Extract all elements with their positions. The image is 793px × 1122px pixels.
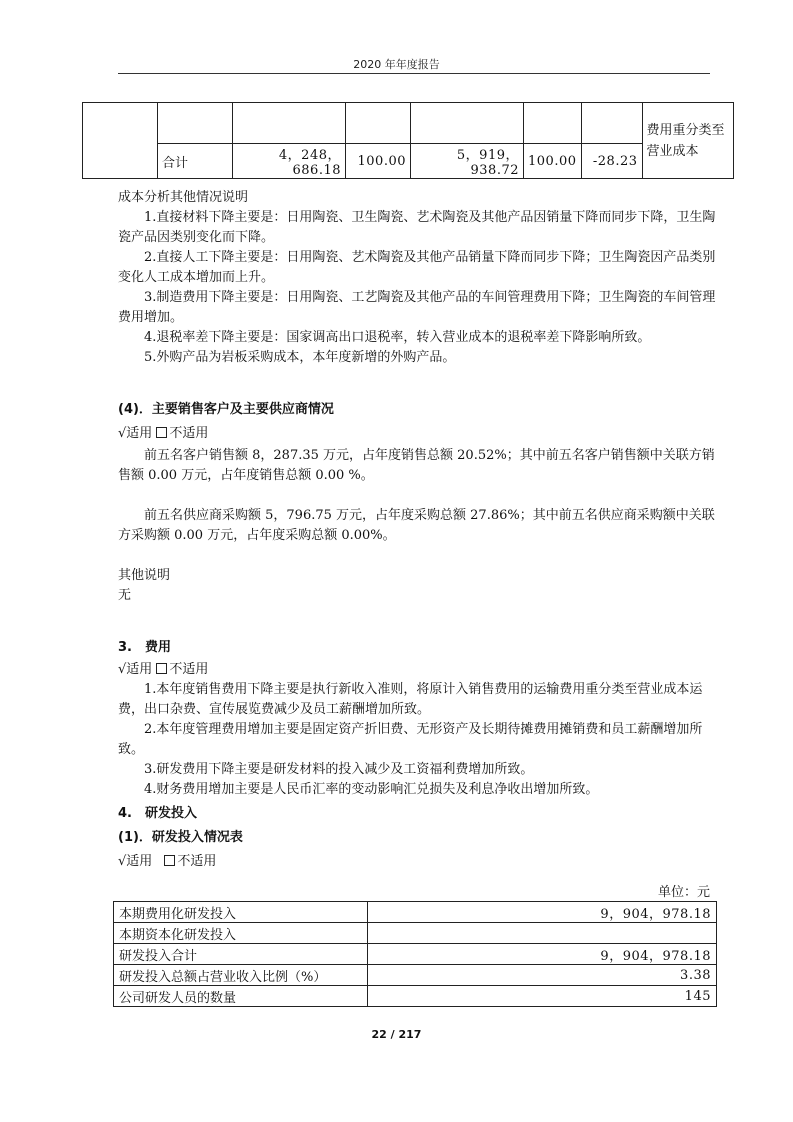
expenses-section [118, 638, 718, 872]
checkbox-empty-icon [156, 427, 167, 438]
applicability-row [118, 660, 718, 680]
unit-label: 单位：元 [657, 885, 710, 900]
pct-prior: 100.00 [524, 144, 582, 179]
rd-row-value: 145 [368, 986, 717, 1007]
change-pct: -28.23 [581, 144, 642, 179]
table-row [114, 923, 717, 944]
customers-heading: (4)．主要销售客户及主要供应商情况 [118, 402, 334, 417]
table-row [83, 144, 734, 179]
rd-table [113, 901, 717, 1007]
suppliers-paragraph: 前五名供应商采购额 5，796.75 万元，占年度采购总额 27.86%；其中前五名供应商采购额中关联方采购额 0.00 万元，占年度采购总额 0.00%。 [118, 508, 715, 543]
cost-analysis-item: 2.直接人工下降主要是：日用陶瓷、艺术陶瓷及其他产品销量下降而同步下降；卫生陶瓷因产品类别变化人工成本增加而上升。 [118, 250, 716, 285]
not-applicable-label: 不适用 [169, 662, 209, 677]
pct-current: 100.00 [346, 144, 411, 179]
cost-analysis-heading: 成本分析其他情况说明 [118, 190, 249, 205]
amount-prior: 5，919，938.72 [411, 144, 524, 179]
expense-item: 2.本年度管理费用增加主要是固定资产折旧费、无形资产及长期待摊费用摊销费和员工薪酬增加所致。 [118, 722, 703, 757]
cost-table [82, 102, 734, 179]
table-cell [346, 103, 411, 144]
not-applicable-label: 不适用 [177, 854, 217, 869]
applicability-row [118, 424, 718, 444]
reclass-note: 费用重分类至营业成本 [642, 103, 734, 179]
table-cell [83, 103, 158, 179]
cost-analysis-item: 5.外购产品为岩板采购成本，本年度新增的外购产品。 [144, 350, 456, 365]
rd-row-value [368, 923, 717, 944]
table-cell [581, 103, 642, 144]
cost-analysis-item: 1.直接材料下降主要是：日用陶瓷、卫生陶瓷、艺术陶瓷及其他产品因销量下降而同步下降，卫生陶瓷产品因类别变化而下降。 [118, 210, 716, 245]
table-row [114, 965, 717, 986]
check-icon: √ [118, 426, 127, 441]
table-row [114, 944, 717, 965]
expense-item: 3.研发费用下降主要是研发材料的投入减少及工资福利费增加所致。 [144, 762, 534, 777]
customers-section [118, 400, 718, 606]
header-divider [118, 73, 710, 74]
cost-analysis-item: 3.制造费用下降主要是：日用陶瓷、工艺陶瓷及其他产品的车间管理费用下降；卫生陶瓷的车间管理费用增加。 [118, 290, 716, 325]
applicable-label: 适用 [126, 854, 153, 869]
applicability-row [118, 852, 718, 872]
expenses-heading: 3. 费用 [118, 640, 171, 655]
rd-subheading: (1)．研发投入情况表 [118, 830, 243, 845]
cost-analysis-item: 4.退税率差下降主要是：国家调高出口退税率，转入营业成本的退税率差下降影响所致。 [144, 330, 651, 345]
checkbox-empty-icon [156, 663, 167, 674]
table-cell [411, 103, 524, 144]
cost-analysis-section [118, 188, 718, 368]
check-icon: √ [118, 854, 127, 869]
rd-row-value: 9，904，978.18 [368, 902, 717, 923]
other-notes-value: 无 [118, 588, 132, 603]
rd-row-value: 3.38 [368, 965, 717, 986]
checkbox-empty-icon [164, 855, 175, 866]
expense-item: 4.财务费用增加主要是人民币汇率的变动影响汇兑损失及利息净收出增加所致。 [144, 782, 599, 797]
table-cell [524, 103, 582, 144]
table-cell [233, 103, 346, 144]
page-header-title: 2020 年年度报告 [353, 58, 440, 71]
rd-heading: 4. 研发投入 [118, 806, 197, 821]
rd-row-label: 研发投入总额占营业收入比例（%） [114, 965, 368, 986]
amount-current: 4，248，686.18 [233, 144, 346, 179]
customers-paragraph: 前五名客户销售额 8，287.35 万元，占年度销售总额 20.52%；其中前五名客户销售额中关联方销售额 0.00 万元，占年度销售总额 0.00 %。 [118, 448, 715, 483]
table-row [83, 103, 734, 144]
total-label: 合计 [158, 144, 233, 179]
table-row [114, 986, 717, 1007]
other-notes-label: 其他说明 [118, 568, 171, 583]
rd-row-label: 本期资本化研发投入 [114, 923, 368, 944]
expense-item: 1.本年度销售费用下降主要是执行新收入准则，将原计入销售费用的运输费用重分类至营业成本运费，出口杂费、宣传展览费减少及员工薪酬增加所致。 [118, 682, 703, 717]
page-number: 22 / 217 [371, 1028, 422, 1041]
applicable-label: 适用 [126, 426, 153, 441]
table-row [114, 902, 717, 923]
rd-row-label: 本期费用化研发投入 [114, 902, 368, 923]
applicable-label: 适用 [126, 662, 153, 677]
rd-row-label: 研发投入合计 [114, 944, 368, 965]
check-icon: √ [118, 662, 127, 677]
rd-row-value: 9，904，978.18 [368, 944, 717, 965]
not-applicable-label: 不适用 [169, 426, 209, 441]
rd-row-label: 公司研发人员的数量 [114, 986, 368, 1007]
table-cell [158, 103, 233, 144]
